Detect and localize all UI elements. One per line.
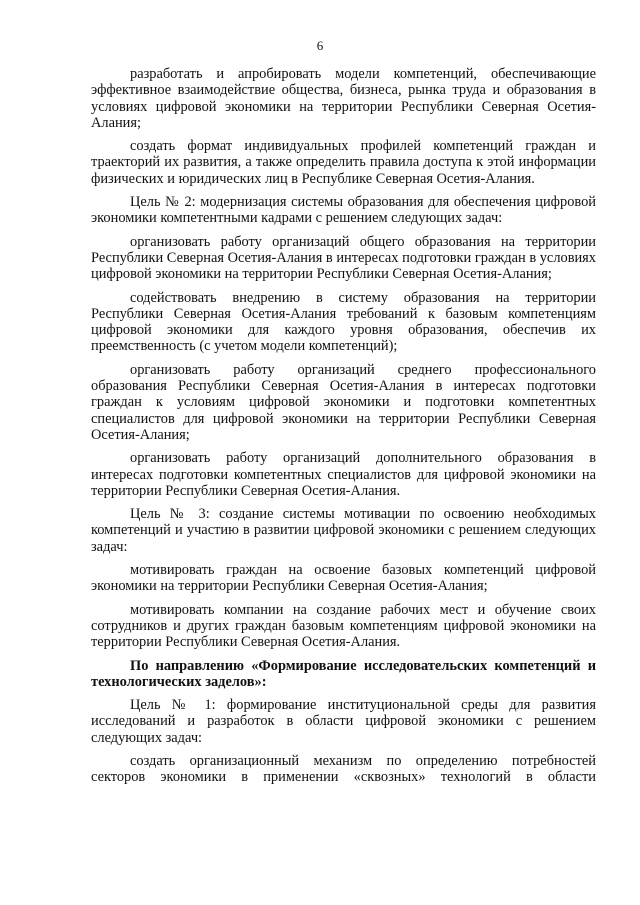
paragraph: разработать и апробировать модели компетенций, обеспечивающие эффективное взаимодействие общества, бизнеса, рынка труда и образования в условиях цифровой экономики на территории Республики Северная Осетия-Алания; [91,66,596,131]
paragraph: Цель № 2: модернизация системы образования для обеспечения цифровой экономики компетентными кадрами с решением следующих задач: [91,194,596,227]
section-heading: По направлению «Формирование исследовательских компетенций и технологических заделов»: [91,657,596,690]
paragraph: Цель № 3: создание системы мотивации по освоению необходимых компетенций и участию в развитии цифровой экономики с решением следующих задач: [91,506,596,555]
paragraph: мотивировать граждан на освоение базовых компетенций цифровой экономики на территории Республики Северная Осетия-Алания; [91,562,596,595]
paragraph: Цель № 1: формирование институциональной среды для развития исследований и разработок в области цифровой экономики с решением следующих задач: [91,697,596,746]
paragraph: содействовать внедрению в систему образования на территории Республики Северная Осетия-Алания требований к базовым компетенциям цифровой экономики для каждого уровня образования, обеспечив их преемственность (с учетом модели компетенций); [91,289,596,355]
paragraph: организовать работу организаций дополнительного образования в интересах подготовки компетентных специалистов для цифровой экономики на территории Республики Северная Осетия-Алания. [91,450,596,499]
document-body [91,66,596,793]
paragraph: организовать работу организаций среднего профессионального образования Республики Северная Осетия-Алания в интересах подготовки граждан к условиям цифровой экономики и подготовки компетентных специалистов для цифровой экономики на территории Республики Северная Осетия-Алания; [91,361,596,443]
page-number: 6 [316,38,324,53]
paragraph: мотивировать компании на создание рабочих мест и обучение своих сотрудников и других граждан базовым компетенциям цифровой экономики на территории Республики Северная Осетия-Алания. [91,601,596,651]
paragraph: создать формат индивидуальных профилей компетенций граждан и траекторий их развития, а также определить правила доступа к этой информации физических и юридических лиц в Республике Северная Осетия-Алания. [91,138,596,187]
paragraph: организовать работу организаций общего образования на территории Республики Северная Осетия-Алания в интересах подготовки граждан в условиях цифровой экономики на территории Республики Северная Осетия-Алания; [91,233,596,283]
paragraph: создать организационный механизм по определению потребностей секторов экономики в применении «сквозных» технологий в области [91,752,596,786]
